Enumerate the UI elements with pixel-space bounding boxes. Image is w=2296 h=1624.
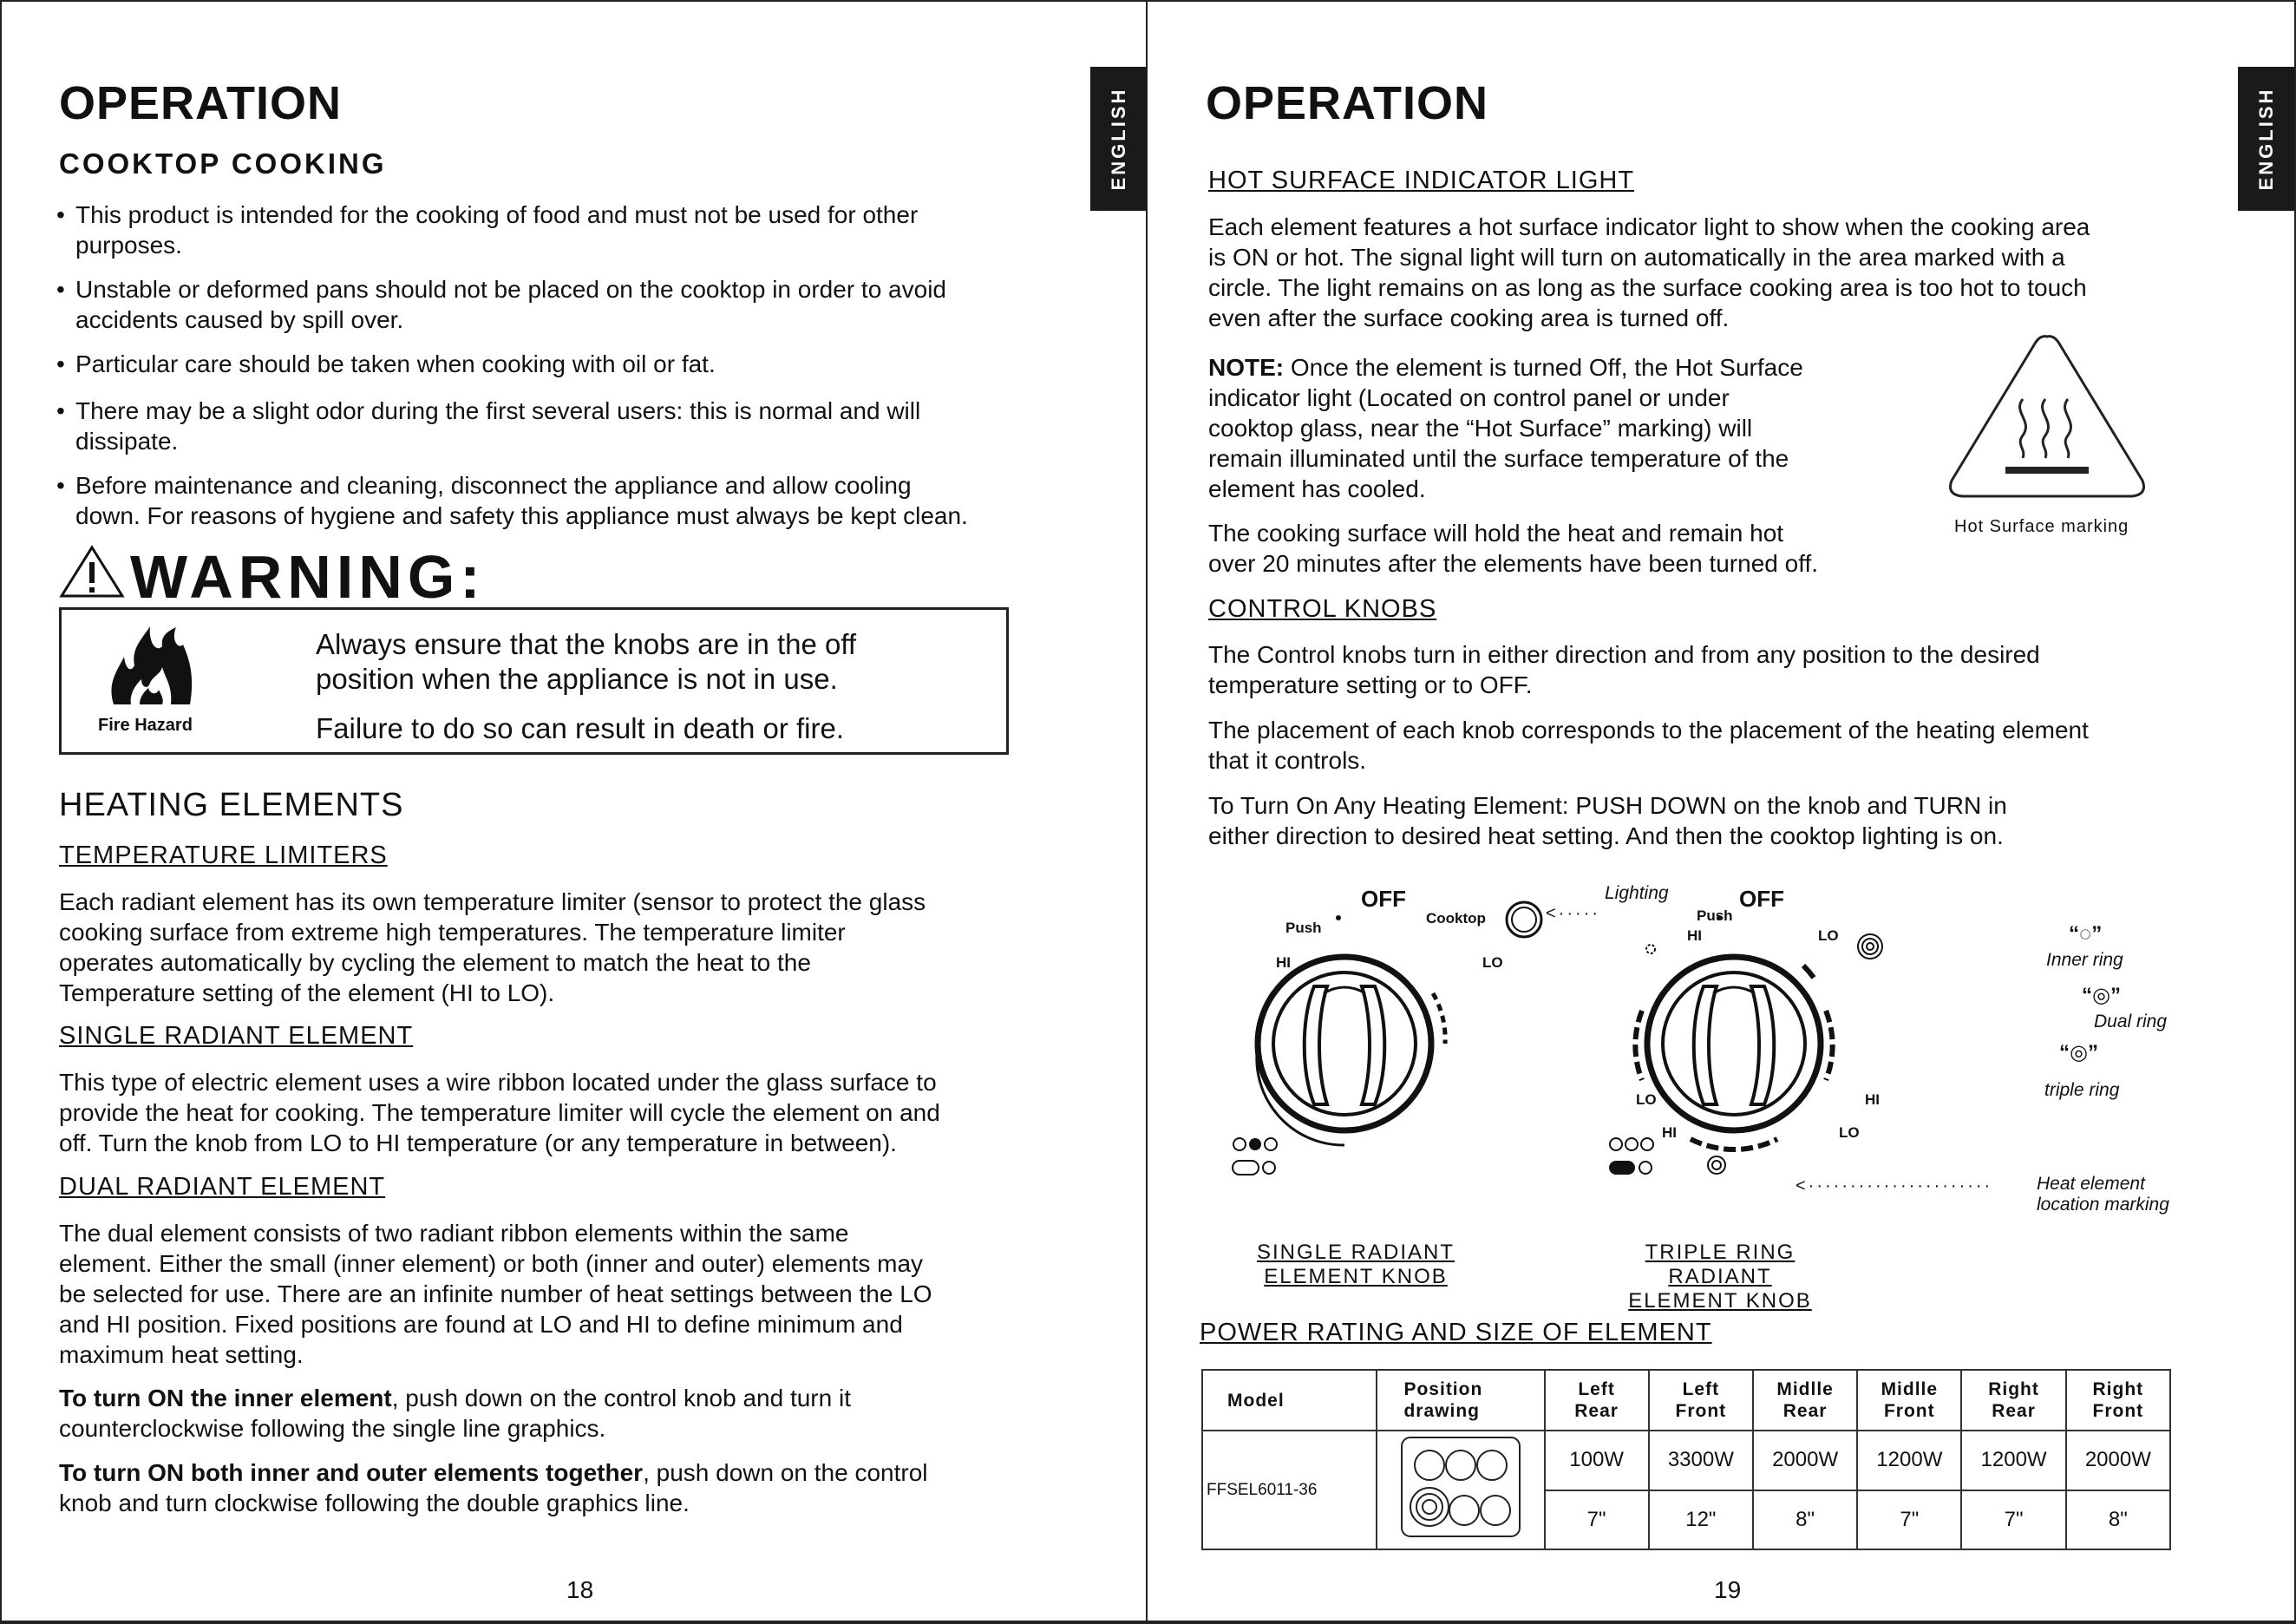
power-rating-heading: POWER RATING AND SIZE OF ELEMENT [1200, 1319, 1712, 1346]
bullet-item: • There may be a slight odor during the first several users: this is normal and will dissipate. [56, 397, 921, 455]
inner-element-instruction: To turn ON the inner element, push down on the control knob and turn it counterclockwise following the single line graphics. [59, 1385, 851, 1442]
page-title: OPERATION [1206, 77, 1489, 129]
heat-retention-text: The cooking surface will hold the heat and remain hot over 20 minutes after the elements have been turned off. [1208, 520, 1819, 577]
warning-box [59, 607, 1009, 755]
heat-marking-leader-dots: <······················ [1796, 1176, 1993, 1195]
single-radiant-text: This type of electric element uses a wire ribbon located under the glass surface to provide the heat for cooking. The temperature limiter will cycle the element on and off. Turn the knob from LO to HI temperature (or any temperature in between). [59, 1069, 940, 1156]
size-cell: 8" [1753, 1490, 1857, 1550]
hi-label: HI [1276, 954, 1291, 971]
hot-surface-marking-label: Hot Surface marking [1954, 517, 2129, 536]
push-label: Push [1697, 907, 1733, 924]
dual-radiant-text: The dual element consists of two radiant ribbon elements within the same element. Either the small (inner element) or both (inner and outer) elements may be selected for use. There are an infinite number of heat settings between the LO and HI position. Fixed positions are found at LO and HI to define minimum and maximum heat setting. [59, 1220, 932, 1368]
hot-surface-text: Each element features a hot surface indicator light to show when the cooking area is ON or hot. The signal light will turn on automatically in the area marked with a circle. The light remains on as long as the surface cooking area is too hot to touch even after the surface cooking area is turned off. [1208, 213, 2090, 331]
control-knobs-text-2: The placement of each knob corresponds to the placement of the heating element that it controls. [1208, 717, 2089, 774]
single-knob-graphic [1240, 907, 1449, 1167]
hi-label: HI [1687, 927, 1702, 944]
page-title: OPERATION [59, 77, 343, 129]
warning-consequence: Failure to do so can result in death or fire. [316, 712, 844, 744]
size-cell: 7" [1857, 1490, 1961, 1550]
both-elements-instruction: To turn ON both inner and outer elements together, push down on the control knob and turn clockwise following the double graphics line. [59, 1459, 928, 1516]
cooktop-light-button-icon [1504, 900, 1544, 940]
power-rating-table [1201, 1369, 2171, 1550]
bullet-item: • Unstable or deformed pans should not be placed on the cooktop in order to avoid accidents caused by spill over. [56, 276, 946, 333]
table-row [1202, 1431, 2170, 1490]
model-cell: FFSEL6011-36 [1202, 1431, 1377, 1549]
bullet-item: • Before maintenance and cleaning, disconnect the appliance and allow cooling down. For reasons of hygiene and safety this appliance must always be kept clean. [56, 472, 968, 529]
model-header: Model [1202, 1370, 1377, 1431]
column-header: Midlle Rear [1753, 1370, 1857, 1431]
warning-text: Always ensure that the knobs are in the off position when the appliance is not in use. [316, 628, 857, 695]
language-tab [1090, 67, 1147, 211]
inner-ring-mark-icon [1642, 940, 1659, 958]
language-tab [2238, 67, 2294, 211]
control-knobs-text-3: To Turn On Any Heating Element: PUSH DOWN on the knob and TURN in either direction to desired heat setting. And then the cooktop lighting is on. [1208, 792, 2007, 849]
lo-label: LO [1482, 954, 1503, 971]
position-drawing-cell [1377, 1431, 1544, 1549]
dual-ring-label: Dual ring [2094, 1012, 2168, 1031]
cooktop-layout-drawing [1391, 1432, 1530, 1542]
column-header: Midlle Front [1857, 1370, 1961, 1431]
hot-surface-heading: HOT SURFACE INDICATOR LIGHT [1208, 167, 1635, 194]
wattage-cell: 100W [1545, 1431, 1649, 1490]
bullet-item: • This product is intended for the cooking of food and must not be used for other purposes. [56, 201, 919, 259]
section-subtitle: COOKTOP COOKING [59, 147, 387, 180]
column-header: Left Rear [1545, 1370, 1649, 1431]
hi-label: HI [1662, 1124, 1677, 1141]
lo-label: LO [1636, 1091, 1657, 1108]
lighting-label: Lighting [1605, 883, 1669, 903]
off-label: OFF [1361, 886, 1406, 912]
off-label: OFF [1739, 886, 1784, 912]
warning-title: WARNING: [130, 543, 486, 611]
fire-hazard-icon [105, 622, 200, 709]
temperature-limiters-text: Each radiant element has its own temperature limiter (sensor to protect the glass cooking surface from extreme high temperatures. The temperature limiter operates automatically by cycling the element to match the heat to the Temperature setting of the element (HI to LO). [59, 888, 926, 1006]
heating-elements-heading: HEATING ELEMENTS [59, 787, 404, 823]
lighting-leader-dots: <····· [1546, 904, 1600, 923]
column-header: Left Front [1649, 1370, 1753, 1431]
control-knobs-text-1: The Control knobs turn in either direction and from any position to the desired temperature setting or to OFF. [1208, 641, 2040, 698]
wattage-cell: 3300W [1649, 1431, 1753, 1490]
triple-ring-label: triple ring [2044, 1080, 2120, 1100]
lo-label: LO [1839, 1124, 1860, 1141]
column-header: Right Front [2066, 1370, 2170, 1431]
size-cell: 7" [1961, 1490, 2065, 1550]
size-cell: 12" [1649, 1490, 1753, 1550]
dual-ring-symbol: “◎” [2082, 984, 2121, 1007]
heat-element-location-label: Heat element location marking [2037, 1174, 2169, 1215]
triple-ring-mark-icon [1855, 932, 1885, 961]
wattage-cell: 2000W [1753, 1431, 1857, 1490]
language-tab-label: ENGLISH [1107, 87, 1129, 191]
hi-label: HI [1865, 1091, 1880, 1108]
position-header: Position drawing [1377, 1370, 1544, 1431]
left-page [0, 0, 1147, 1624]
fire-hazard-label: Fire Hazard [98, 716, 193, 735]
wattage-cell: 1200W [1857, 1431, 1961, 1490]
lo-label: LO [1818, 927, 1839, 944]
size-cell: 7" [1545, 1490, 1649, 1550]
wattage-cell: 2000W [2066, 1431, 2170, 1490]
control-knobs-heading: CONTROL KNOBS [1208, 595, 1437, 623]
single-element-indicator-icon [1229, 1132, 1285, 1181]
single-radiant-heading: SINGLE RADIANT ELEMENT [59, 1022, 414, 1050]
triple-element-indicator-icon [1606, 1132, 1661, 1181]
note-text: NOTE: Once the element is turned Off, the Hot Surface indicator light (Located on control panel or under cooktop glass, near the “Hot Surface” marking) will remain illuminated until the surface temperature of the element has cooled. [1208, 354, 1803, 502]
table-header-row [1202, 1370, 2170, 1431]
triple-knob-caption: TRIPLE RING RADIANT ELEMENT KNOB [1628, 1241, 1812, 1313]
push-label: Push [1285, 920, 1322, 936]
dual-radiant-heading: DUAL RADIANT ELEMENT [59, 1173, 386, 1201]
hot-surface-marking-icon [1943, 330, 2151, 503]
bullet-item: • Particular care should be taken when cooking with oil or fat. [56, 350, 716, 377]
cooktop-label: Cooktop [1426, 910, 1486, 927]
column-header: Right Rear [1961, 1370, 2065, 1431]
language-tab-label: ENGLISH [2254, 87, 2277, 191]
inner-ring-symbol: “◌” [2069, 922, 2103, 946]
temperature-limiters-heading: TEMPERATURE LIMITERS [59, 841, 388, 869]
page-number: 19 [1714, 1576, 1742, 1603]
wattage-cell: 1200W [1961, 1431, 2065, 1490]
warning-triangle-icon [59, 545, 125, 599]
size-cell: 8" [2066, 1490, 2170, 1550]
triple-ring-symbol: “◎” [2059, 1041, 2098, 1064]
inner-ring-label: Inner ring [2046, 950, 2123, 970]
page-number: 18 [566, 1576, 594, 1603]
single-knob-caption: SINGLE RADIANT ELEMENT KNOB [1256, 1241, 1455, 1288]
